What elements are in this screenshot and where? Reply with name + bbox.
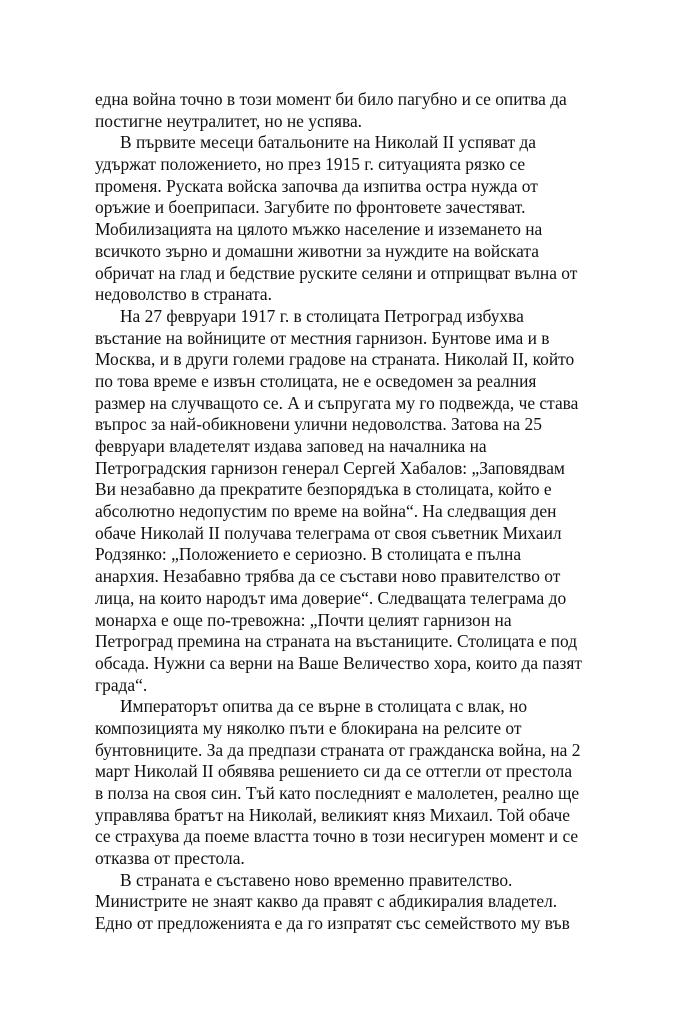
text-line: удържат положението, но през 1915 г. ситуацията рязко се (95, 154, 526, 175)
text-line: града“. (95, 674, 148, 695)
paragraph-first-line: В първите месеци батальоните на Николай II успяват да (120, 132, 537, 153)
text-line: се страхува да поеме властта точно в този несигурен момент и се (95, 826, 579, 847)
text-line: обаче Николай II получава телеграма от своя съветник Михаил (95, 522, 562, 543)
text-line: абсолютно недопустим по време на война“. На следващия ден (95, 501, 557, 522)
text-line: недоволство в страната. (95, 284, 272, 305)
text-line: Министрите не знаят какво да правят с абдикиралия владетел. (95, 891, 558, 912)
text-line: Ви незабавно да прекратите безпорядъка в столицата, който е (95, 479, 552, 500)
text-line: управлява братът на Николай, великият княз Михаил. Той обаче (95, 804, 570, 825)
text-line: Москва, и в други големи градове на страната. Николай II, който (95, 349, 575, 370)
text-line: в полза на своя син. Тъй като последният е малолетен, реално ще (95, 783, 580, 803)
text-line: оръжие и боеприпаси. Загубите по фронтовете зачестяват. (95, 197, 526, 218)
text-line: по това време е извън столицата, не е осведомен за реалния (95, 370, 537, 391)
paragraph-first-line: На 27 февруари 1917 г. в столицата Петроград избухва (120, 305, 524, 326)
text-line: променя. Руската войска започва да изпитва остра нужда от (95, 175, 538, 196)
text-line: една война точно в този момент би било пагубно и се опитва да (95, 89, 567, 109)
text-line: Родзянко: „Положението е сериозно. В столицата е пълна (95, 544, 522, 565)
text-line: обричат на глад и бедствие руските селяни и отприщват вълна от (95, 262, 578, 283)
text-line: Петроградския гарнизон генерал Сергей Хабалов: „Заповядвам (95, 457, 565, 478)
paragraph-first-line: Императорът опитва да се върне в столицата с влак, но (120, 696, 528, 717)
text-line: въстание на войниците от местния гарнизон. Бунтове има и в (95, 327, 550, 348)
text-line: обсада. Нужни са верни на Ваше Величество хора, които да пазят (95, 652, 582, 673)
paragraph-first-line: В страната е съставено ново временно правителство. (120, 869, 513, 890)
text-line: февруари владетелят издава заповед на началника на (95, 436, 487, 456)
text-line: всичкото зърно и домашни животни за нуждите на войската (95, 240, 539, 261)
text-line: размер на случващото се. А и съпругата му го подвежда, че става (95, 392, 579, 413)
text-line: постигне неутралитет, но не успява. (95, 110, 363, 131)
body-text (95, 89, 615, 935)
text-line: бунтовниците. За да предпази страната от гражданска война, на 2 (95, 739, 581, 760)
text-line: Мобилизацията на цялото мъжко население и изземането на (95, 219, 543, 240)
text-line: композицията му няколко пъти е блокирана на релсите от (95, 717, 522, 738)
text-line: Петроград премина на страната на въстаниците. Столицата е под (95, 631, 578, 652)
text-line: монарха е още по-тревожна: „Почти целият гарнизон на (95, 609, 512, 630)
text-line: отказва от престола. (95, 848, 245, 869)
text-line: лица, на които народът има доверие“. Следващата телеграма до (95, 587, 567, 608)
text-line: Едно от предложенията е да го изпратят със семейството му във (95, 913, 570, 934)
text-line: март Николай II обявява решението си да се оттегли от престола (95, 761, 573, 782)
text-line: анархия. Незабавно трябва да се състави ново правителство от (95, 566, 561, 587)
text-line: въпрос за най-обикновени улични недоволства. Затова на 25 (95, 414, 542, 435)
